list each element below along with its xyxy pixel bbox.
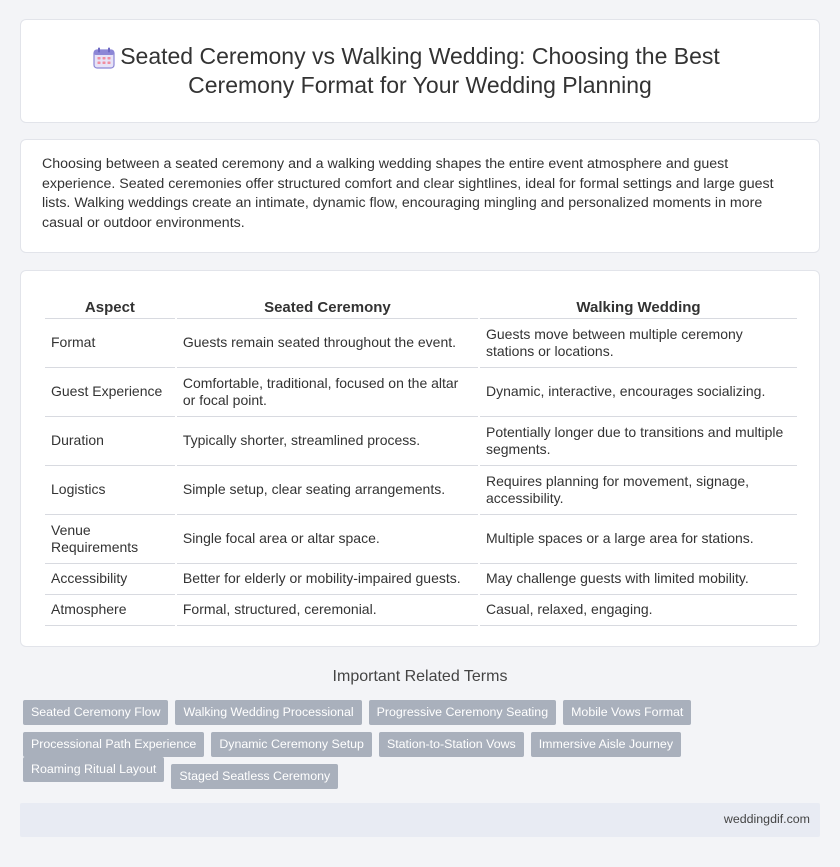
related-tag[interactable]: Processional Path Experience (23, 732, 204, 757)
related-tag[interactable]: Roaming Ritual Layout (23, 757, 164, 782)
page-title-line2: Ceremony Format for Your Wedding Planning (188, 72, 652, 98)
seated-cell: Simple setup, clear seating arrangements. (177, 466, 478, 515)
footer-site-link[interactable]: weddingdif.com (723, 812, 810, 826)
seated-cell: Guests remain seated throughout the event. (177, 319, 478, 368)
table-row (45, 595, 797, 626)
related-tag[interactable]: Dynamic Ceremony Setup (211, 732, 372, 757)
seated-cell: Comfortable, traditional, focused on the altar or focal point. (177, 368, 478, 417)
walking-cell: Multiple spaces or a large area for stations. (480, 515, 797, 564)
aspect-cell: Logistics (45, 466, 175, 515)
aspect-cell: Guest Experience (45, 368, 175, 417)
table-row (45, 466, 797, 515)
walking-cell: Guests move between multiple ceremony stations or locations. (480, 319, 797, 368)
walking-cell: May challenge guests with limited mobility. (480, 564, 797, 595)
seated-cell: Formal, structured, ceremonial. (177, 595, 478, 626)
related-terms-tags (23, 700, 813, 796)
aspect-cell: Atmosphere (45, 595, 175, 626)
table-header-row (45, 293, 797, 319)
related-tag[interactable]: Staged Seatless Ceremony (171, 764, 338, 789)
walking-cell: Requires planning for movement, signage, accessibility. (480, 466, 797, 515)
aspect-cell: Duration (45, 417, 175, 466)
table-row (45, 515, 797, 564)
walking-cell: Casual, relaxed, engaging. (480, 595, 797, 626)
aspect-cell: Venue Requirements (45, 515, 175, 564)
related-tag[interactable]: Station-to-Station Vows (379, 732, 524, 757)
intro-paragraph: Choosing between a seated ceremony and a walking wedding shapes the entire event atmosphere and guest experience. Seated ceremonies offer structured comfort and clear sightlines, ideal for formal settings and large guest lists. Walking weddings create an intimate, dynamic flow, encouraging mingling and personalized moments in more casual or outdoor environments. (42, 156, 774, 231)
comparison-table-card (20, 270, 820, 647)
seated-cell: Typically shorter, streamlined process. (177, 417, 478, 466)
header-aspect: Aspect (45, 293, 175, 319)
related-tag[interactable]: Seated Ceremony Flow (23, 700, 168, 725)
seated-cell: Single focal area or altar space. (177, 515, 478, 564)
related-terms-title: Important Related Terms (332, 668, 508, 685)
table-row (45, 417, 797, 466)
walking-cell: Potentially longer due to transitions and multiple segments. (480, 417, 797, 466)
related-tag[interactable]: Walking Wedding Processional (175, 700, 361, 725)
intro-card (20, 139, 820, 253)
page-title (120, 42, 720, 100)
aspect-cell: Format (45, 319, 175, 368)
table-row (45, 319, 797, 368)
comparison-table (43, 293, 799, 626)
header-walking-wedding: Walking Wedding (480, 293, 797, 319)
title-card (20, 19, 820, 123)
header-seated-ceremony: Seated Ceremony (177, 293, 478, 319)
seated-cell: Better for elderly or mobility-impaired guests. (177, 564, 478, 595)
page-title-line1: Seated Ceremony vs Walking Wedding: Choosing the Best (120, 43, 720, 69)
footer (20, 803, 820, 837)
aspect-cell: Accessibility (45, 564, 175, 595)
related-tag[interactable]: Immersive Aisle Journey (531, 732, 681, 757)
related-tag[interactable]: Progressive Ceremony Seating (369, 700, 557, 725)
walking-cell: Dynamic, interactive, encourages socializing. (480, 368, 797, 417)
table-row (45, 368, 797, 417)
related-tag[interactable]: Mobile Vows Format (563, 700, 691, 725)
table-row (45, 564, 797, 595)
